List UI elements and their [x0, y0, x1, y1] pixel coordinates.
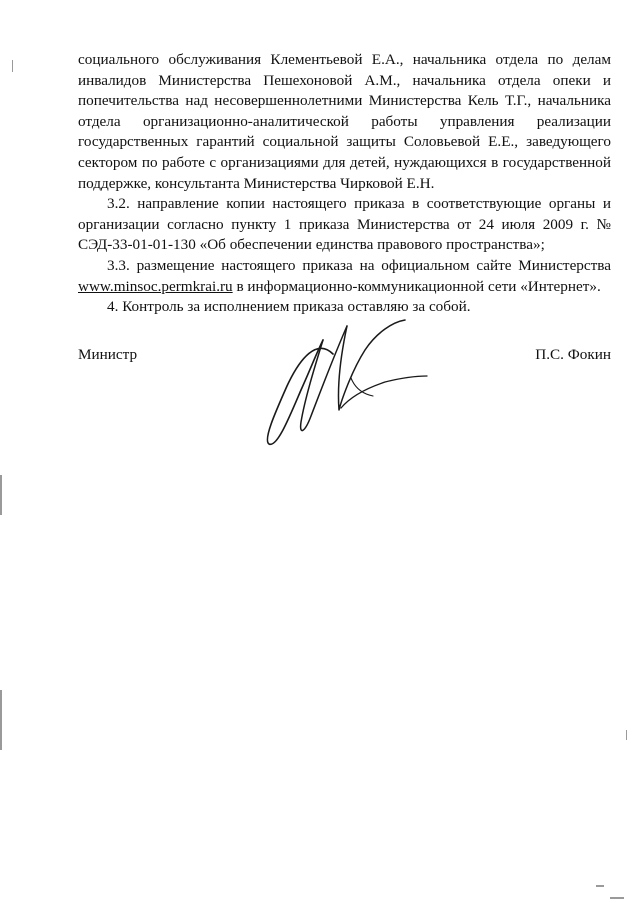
paragraph-3-3-prefix: 3.3. размещение настоящего приказа на официальном сайте Министерства [107, 256, 611, 274]
signer-name: П.С. Фокин [535, 346, 611, 363]
scan-artifact [626, 730, 627, 740]
scan-artifact [0, 690, 2, 750]
paragraph-3-2: 3.2. направление копии настоящего приказа в соответствующие органы и организации согласно пункту 1 приказа Министерства от 24 июля 2009 г. № СЭД-33-01-01-130 «Об обеспечении единства правового пространства»; [78, 195, 611, 254]
document-body [78, 50, 611, 318]
scan-artifact [12, 60, 13, 72]
paragraph-3-3-suffix: в информационно-коммуникационной сети «Интернет». [232, 277, 601, 295]
paragraph-responsible-persons: социального обслуживания Клементьевой Е.А., начальника отдела по делам инвалидов Министерства Пешехоновой А.М., начальника отдела опеки и попечительства над несовершеннолетними Министерства Кель Т.Г., начальника отдела организационно-аналитической работы управления реализации государственных гарантий социальной защиты Соловьевой Е.Е., заведующего сектором по работе с организациями для детей, нуждающихся в государственной поддержке, консультанта Министерства Чирковой Е.Н. [78, 51, 611, 192]
scan-artifact [596, 885, 604, 887]
scan-artifact [610, 897, 624, 899]
paragraph-3-3 [78, 256, 611, 297]
paragraph-4: 4. Контроль за исполнением приказа оставляю за собой. [107, 298, 471, 316]
signer-title: Министр [78, 346, 138, 363]
scan-artifact [0, 475, 2, 515]
ministry-website-link[interactable]: www.minsoc.permkrai.ru [78, 277, 233, 295]
handwritten-signature [255, 318, 430, 453]
